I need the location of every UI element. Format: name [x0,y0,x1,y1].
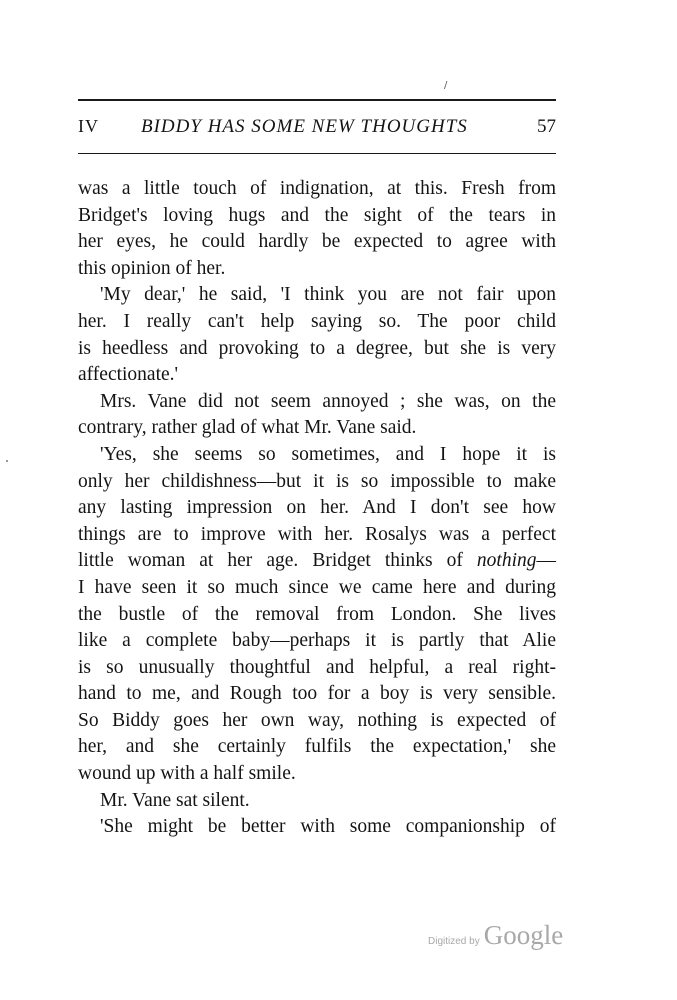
digitized-label: Digitized by [428,936,480,947]
text-line: affectionate.' [78,364,179,386]
text-line: 'She might be better with some companionship of [100,816,556,838]
top-rule [78,99,556,101]
text-line: this opinion of her. [78,257,226,279]
text-line: the bustle of the removal from London. She lives [78,603,556,625]
text-line: wound up with a half smile. [78,763,296,785]
running-header [78,116,556,142]
header-rule [78,153,556,154]
text-line: her. I really can't help saying so. The poor child [78,310,556,332]
text-line: little woman at her age. Bridget thinks of nothing— [78,550,556,572]
text-line: Mr. Vane sat silent. [100,789,250,811]
text-line: Mrs. Vane did not seem annoyed ; she was, on the [100,390,556,412]
text-line: things are to improve with her. Rosalys was a perfect [78,523,556,545]
chapter-number: IV [78,116,99,136]
text-line: contrary, rather glad of what Mr. Vane said. [78,417,417,439]
stray-tick-mark: / [444,80,448,91]
running-title: BIDDY HAS SOME NEW THOUGHTS [141,116,468,137]
text-line: her, and she certainly fulfils the expectation,' she [78,736,556,758]
text-line: any lasting impression on her. And I don't see how [78,497,556,519]
text-line: her eyes, he could hardly be expected to agree with [78,231,556,253]
text-line: Bridget's loving hugs and the sight of the tears in [78,204,556,226]
digitized-watermark [428,920,563,951]
body-text [78,176,556,841]
text-line: I have seen it so much since we came here and during [78,576,556,598]
margin-speck [6,460,8,462]
text-line: only her childishness—but it is so impossible to make [78,470,556,492]
text-line: like a complete baby—perhaps it is partly that Alie [78,630,556,652]
text-line: 'My dear,' he said, 'I think you are not fair upon [100,284,556,306]
text-line: So Biddy goes her own way, nothing is expected of [78,709,556,731]
text-line: 'Yes, she seems so sometimes, and I hope it is [100,443,556,465]
text-line: was a little touch of indignation, at this. Fresh from [78,178,556,199]
google-logo: Google [483,920,564,950]
text-line: is so unusually thoughtful and helpful, a real right- [78,656,556,678]
page-number: 57 [537,116,556,137]
text-line: hand to me, and Rough too for a boy is very sensible. [78,683,556,705]
text-line: is heedless and provoking to a degree, but she is very [78,337,556,359]
